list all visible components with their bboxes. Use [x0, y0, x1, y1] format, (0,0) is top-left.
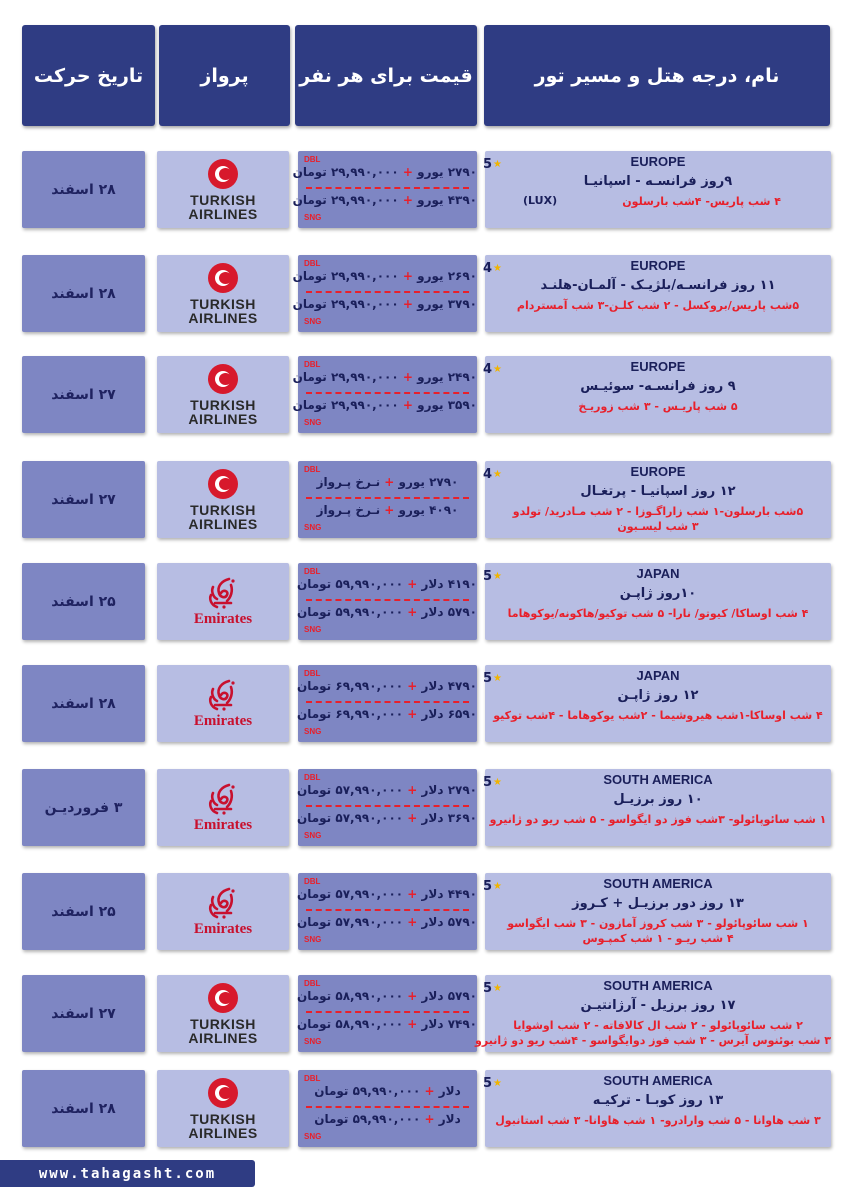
sng-price — [298, 503, 477, 517]
dbl-amount: ۲۴۹۰ یورو — [417, 370, 477, 384]
divider — [306, 392, 469, 394]
dbl-extra: ۲۹,۹۹۰,۰۰۰ تومان — [292, 370, 399, 384]
tour-region: EUROPE — [630, 464, 686, 479]
star-icon: ★ — [493, 881, 502, 892]
sng-extra: ۶۹,۹۹۰,۰۰۰ تومان — [296, 707, 404, 721]
plus-icon: + — [398, 269, 418, 283]
tour-title: ۱۳ روز دور برزیـل + کـروز — [572, 896, 744, 911]
dbl-extra: ۵۹,۹۹۰,۰۰۰ تومان — [296, 577, 404, 591]
price-cell — [298, 769, 477, 846]
sng-amount: ۵۷۹۰ دلار — [421, 915, 477, 929]
sng-amount: دلار — [438, 1112, 461, 1126]
departure-date: ۲۷ اسفند — [22, 975, 145, 1052]
airline-name: Emirates — [193, 712, 253, 729]
sng-price — [298, 1112, 477, 1126]
star-icon: ★ — [493, 364, 502, 375]
plus-icon: + — [403, 605, 422, 619]
sng-amount: ۳۵۹۰ یورو — [417, 398, 477, 412]
rating-value: 4 — [482, 467, 493, 482]
sng-extra: ۲۹,۹۹۰,۰۰۰ تومان — [292, 297, 399, 311]
header-tour: نام، درجه هتل و مسیر تور — [484, 25, 830, 126]
tour-info[interactable] — [482, 769, 831, 846]
price-cell — [298, 975, 477, 1052]
sng-amount: ۵۷۹۰ دلار — [421, 605, 477, 619]
airline-name-line1: TURKISH — [190, 295, 256, 312]
sng-price — [292, 297, 477, 311]
emirates-calligraphy-icon — [203, 887, 243, 921]
star-icon: ★ — [493, 673, 502, 684]
airline-name-line1: TURKISH — [190, 396, 256, 413]
dbl-amount: ۲۶۹۰ یورو — [417, 269, 477, 283]
rating-value: 5 — [482, 981, 493, 996]
tour-region: JAPAN — [636, 566, 680, 581]
plus-icon: + — [403, 1017, 422, 1031]
tour-itinerary: ۱ شب سائوپائولو- ۳شب فوز دو ایگواسو - ۵ شب ریو دو ژانیرو — [489, 813, 827, 826]
divider — [306, 1106, 469, 1108]
tour-itinerary: ۴ شب پاریس- ۴شب بارسلون — [622, 195, 781, 208]
tour-itinerary: ۳ شب هاوانا - ۵ شب وارادرو- ۱ شب هاوانا- ۳ شب استانبول — [495, 1114, 821, 1127]
departure-date: ۲۸ اسفند — [22, 665, 145, 742]
plus-icon: + — [398, 398, 418, 412]
sng-tag: SNG — [304, 1132, 322, 1141]
rating-value: 4 — [482, 362, 493, 377]
dbl-extra: ۶۹,۹۹۰,۰۰۰ تومان — [296, 679, 404, 693]
price-cell — [298, 665, 477, 742]
tour-info[interactable] — [482, 461, 831, 538]
dbl-amount: ۴۱۹۰ دلار — [421, 577, 477, 591]
hotel-class-label: (LUX) — [523, 194, 558, 207]
tour-info[interactable] — [482, 356, 831, 433]
turkish-airlines-icon — [208, 364, 238, 394]
price-cell — [298, 461, 477, 538]
dbl-price — [298, 679, 477, 693]
dbl-tag: DBL — [304, 155, 321, 164]
dbl-amount: ۴۷۹۰ دلار — [421, 679, 477, 693]
dbl-extra: ۵۸,۹۹۰,۰۰۰ تومان — [296, 989, 404, 1003]
sng-amount: ۷۴۹۰ دلار — [421, 1017, 477, 1031]
sng-tag: SNG — [304, 523, 322, 532]
tour-info[interactable] — [475, 975, 831, 1052]
dbl-tag: DBL — [304, 259, 321, 268]
plus-icon: + — [403, 811, 422, 825]
website-footer[interactable]: www.tahagasht.com — [0, 1160, 255, 1187]
dbl-price — [298, 783, 477, 797]
dbl-price — [298, 1084, 477, 1098]
airline-name-line2: AIRLINES — [188, 309, 258, 326]
tour-region: SOUTH AMERICA — [603, 978, 713, 993]
tour-region: JAPAN — [636, 668, 680, 683]
sng-extra: ۲۹,۹۹۰,۰۰۰ تومان — [292, 398, 399, 412]
tour-itinerary: ۵شب پاریس/بروکسل - ۲ شب کلـن-۳ شب آمستردام — [516, 299, 800, 312]
sng-extra: ۲۹,۹۹۰,۰۰۰ تومان — [292, 193, 399, 207]
plus-icon: + — [403, 577, 422, 591]
dbl-extra: نـرخ پـرواز — [316, 475, 381, 489]
dbl-price — [292, 165, 477, 179]
rating-value: 5 — [482, 569, 493, 584]
airline-name-line2: AIRLINES — [188, 205, 258, 222]
airline-name: Emirates — [193, 920, 253, 937]
dbl-price — [298, 475, 477, 489]
turkish-airlines-icon — [208, 1078, 238, 1108]
divider — [306, 909, 469, 911]
divider — [306, 187, 469, 189]
turkish-airlines-icon — [208, 159, 238, 189]
plus-icon: + — [398, 165, 418, 179]
plus-icon: + — [403, 915, 422, 929]
tour-itinerary: ۴ شب اوساکا/ کیوتو/ نارا- ۵ شب توکیو/هاکونه/یوکوهاما — [507, 607, 809, 620]
tour-region: SOUTH AMERICA — [603, 772, 713, 787]
dbl-amount: ۲۷۹۰ یورو — [398, 475, 459, 489]
price-cell — [298, 873, 477, 950]
departure-date: ۳ فروردیـن — [22, 769, 145, 846]
sng-extra: ۵۸,۹۹۰,۰۰۰ تومان — [296, 1017, 404, 1031]
price-cell — [292, 356, 477, 433]
dbl-extra: ۵۷,۹۹۰,۰۰۰ تومان — [296, 783, 404, 797]
airline-name-line2: AIRLINES — [188, 515, 258, 532]
dbl-tag: DBL — [304, 979, 321, 988]
tour-title: ۱۷ روز برزیل - آرژانتیـن — [580, 998, 736, 1013]
divider — [306, 1011, 469, 1013]
tour-title: ۱۲ روز اسپانیـا - پرتغـال — [580, 484, 736, 499]
tour-title: ۹روز فرانسـه - اسپانیـا — [583, 174, 733, 189]
header-flight: پرواز — [159, 25, 290, 126]
tour-info[interactable] — [482, 563, 831, 640]
turkish-airlines-icon — [208, 469, 238, 499]
airline-name-line2: AIRLINES — [188, 1029, 258, 1046]
dbl-extra: ۲۹,۹۹۰,۰۰۰ تومان — [292, 269, 399, 283]
tour-region: EUROPE — [630, 154, 686, 169]
turkish-airlines-logo — [157, 461, 289, 538]
plus-icon: + — [398, 370, 418, 384]
emirates-logo — [157, 563, 289, 640]
dbl-extra: ۲۹,۹۹۰,۰۰۰ تومان — [292, 165, 399, 179]
emirates-logo — [157, 769, 289, 846]
sng-tag: SNG — [304, 625, 322, 634]
dbl-tag: DBL — [304, 1074, 321, 1083]
plus-icon: + — [403, 707, 422, 721]
rating-value: 5 — [482, 1076, 493, 1091]
tour-info[interactable] — [482, 665, 831, 742]
turkish-airlines-logo — [157, 255, 289, 332]
sng-tag: SNG — [304, 213, 322, 222]
sng-extra: نـرخ پـرواز — [316, 503, 381, 517]
dbl-amount: ۲۷۹۰ دلار — [421, 783, 477, 797]
tour-region: EUROPE — [630, 359, 686, 374]
tour-region: SOUTH AMERICA — [603, 1073, 713, 1088]
sng-price — [298, 915, 477, 929]
dbl-tag: DBL — [304, 360, 321, 369]
emirates-logo — [157, 873, 289, 950]
dbl-tag: DBL — [304, 669, 321, 678]
tour-itinerary: ۳ شب بوئنوس آیرس - ۳ شب فوز دوایگواسو - ۴شب ریو دو ژانیرو — [475, 1034, 831, 1047]
airline-name-line2: AIRLINES — [188, 410, 258, 427]
star-icon: ★ — [493, 159, 502, 170]
dbl-amount: ۲۷۹۰ یورو — [417, 165, 477, 179]
dbl-tag: DBL — [304, 465, 321, 474]
dbl-price — [298, 887, 477, 901]
rating-value: 5 — [482, 775, 493, 790]
sng-amount: ۶۵۹۰ دلار — [421, 707, 477, 721]
tour-info[interactable] — [482, 255, 831, 332]
tour-info[interactable] — [482, 873, 831, 950]
sng-tag: SNG — [304, 418, 322, 427]
turkish-airlines-logo — [157, 1070, 289, 1147]
tour-itinerary: ۵ شب پاریـس - ۳ شب زوریـخ — [578, 400, 738, 413]
divider — [306, 599, 469, 601]
tour-region: SOUTH AMERICA — [603, 876, 713, 891]
plus-icon: + — [398, 297, 418, 311]
turkish-airlines-logo — [157, 356, 289, 433]
dbl-price — [298, 577, 477, 591]
airline-name: Emirates — [193, 610, 253, 627]
tour-itinerary: ۴ شب ریـو - ۱ شب کمپـوس — [582, 932, 734, 945]
tour-itinerary: ۱ شب سائوپائولو - ۳ شب کروز آمازون - ۳ شب ایگواسو — [507, 917, 809, 930]
star-icon: ★ — [493, 571, 502, 582]
turkish-airlines-logo — [157, 975, 289, 1052]
sng-amount: ۳۷۹۰ یورو — [417, 297, 477, 311]
dbl-amount: ۴۴۹۰ دلار — [421, 887, 477, 901]
emirates-calligraphy-icon — [203, 783, 243, 817]
departure-date: ۲۸ اسفند — [22, 151, 145, 228]
star-icon: ★ — [493, 263, 502, 274]
airline-name-line1: TURKISH — [190, 1110, 256, 1127]
plus-icon: + — [380, 503, 399, 517]
airline-name-line1: TURKISH — [190, 191, 256, 208]
price-cell — [298, 1070, 477, 1147]
sng-amount: ۴۰۹۰ یورو — [398, 503, 459, 517]
plus-icon: + — [420, 1112, 439, 1126]
plus-icon: + — [398, 193, 418, 207]
header-price: قیمت برای هر نفر — [295, 25, 477, 126]
star-icon: ★ — [493, 469, 502, 480]
dbl-amount: دلار — [438, 1084, 461, 1098]
plus-icon: + — [420, 1084, 439, 1098]
header-date: تاریخ حرکت — [22, 25, 155, 126]
sng-tag: SNG — [304, 831, 322, 840]
divider — [306, 497, 469, 499]
dbl-tag: DBL — [304, 877, 321, 886]
rating-value: 5 — [482, 671, 493, 686]
dbl-tag: DBL — [304, 567, 321, 576]
sng-price — [292, 193, 477, 207]
departure-date: ۲۵ اسفند — [22, 563, 145, 640]
plus-icon: + — [403, 887, 422, 901]
sng-extra: ۵۷,۹۹۰,۰۰۰ تومان — [296, 811, 404, 825]
tour-title: ۱۰ روز برزیـل — [613, 792, 703, 807]
dbl-price — [292, 370, 477, 384]
sng-tag: SNG — [304, 935, 322, 944]
plus-icon: + — [403, 679, 422, 693]
plus-icon: + — [403, 783, 422, 797]
sng-price — [298, 605, 477, 619]
sng-amount: ۴۳۹۰ یورو — [417, 193, 477, 207]
divider — [306, 701, 469, 703]
emirates-logo — [157, 665, 289, 742]
turkish-airlines-icon — [208, 263, 238, 293]
star-icon: ★ — [493, 983, 502, 994]
dbl-amount: ۵۷۹۰ دلار — [421, 989, 477, 1003]
emirates-calligraphy-icon — [203, 679, 243, 713]
departure-date: ۲۸ اسفند — [22, 1070, 145, 1147]
tour-title: ۱۰روز ژاپـن — [619, 586, 697, 601]
airline-name: Emirates — [193, 816, 253, 833]
sng-price — [298, 811, 477, 825]
sng-tag: SNG — [304, 727, 322, 736]
tour-title: ۹ روز فرانسـه- سوئیـس — [580, 379, 736, 394]
sng-price — [298, 1017, 477, 1031]
price-cell — [298, 563, 477, 640]
tour-itinerary: ۳ شب لیسـبون — [617, 520, 699, 533]
sng-extra: ۵۷,۹۹۰,۰۰۰ تومان — [296, 915, 404, 929]
departure-date: ۲۵ اسفند — [22, 873, 145, 950]
tour-info[interactable] — [482, 151, 831, 228]
airline-name-line1: TURKISH — [190, 501, 256, 518]
airline-name-line1: TURKISH — [190, 1015, 256, 1032]
tour-itinerary: ۲ شب سائوپائولو - ۲ شب ال کالافاته - ۲ شب اوشوایا — [513, 1019, 803, 1032]
rating-value: 5 — [482, 157, 493, 172]
plus-icon: + — [380, 475, 399, 489]
turkish-airlines-logo — [157, 151, 289, 228]
turkish-airlines-icon — [208, 983, 238, 1013]
sng-tag: SNG — [304, 1037, 322, 1046]
tour-title: ۱۱ روز فرانسـه/بلژیـک - آلمـان-هلنـد — [540, 278, 776, 293]
tour-title: ۱۳ روز کوبـا - ترکیـه — [592, 1093, 724, 1108]
dbl-tag: DBL — [304, 773, 321, 782]
star-icon: ★ — [493, 777, 502, 788]
sng-price — [292, 398, 477, 412]
tour-title: ۱۲ روز ژاپـن — [617, 688, 699, 703]
dbl-price — [292, 269, 477, 283]
tour-region: EUROPE — [630, 258, 686, 273]
airline-name-line2: AIRLINES — [188, 1124, 258, 1141]
tour-itinerary: ۵شب بارسلون-۱ شب زاراگـوزا - ۲ شب مـادرید/ تولدو — [512, 505, 804, 518]
tour-itinerary: ۴ شب اوساکا-۱شب هیروشیما - ۲شب یوکوهاما - ۴شب توکیو — [493, 709, 823, 722]
divider — [306, 805, 469, 807]
price-cell — [292, 255, 477, 332]
tour-info[interactable] — [482, 1070, 831, 1147]
plus-icon: + — [403, 989, 422, 1003]
departure-date: ۲۷ اسفند — [22, 356, 145, 433]
dbl-price — [298, 989, 477, 1003]
sng-tag: SNG — [304, 317, 322, 326]
sng-extra: ۵۹,۹۹۰,۰۰۰ تومان — [296, 605, 404, 619]
divider — [306, 291, 469, 293]
price-cell — [292, 151, 477, 228]
emirates-calligraphy-icon — [203, 577, 243, 611]
rating-value: 4 — [482, 261, 493, 276]
dbl-extra: ۵۷,۹۹۰,۰۰۰ تومان — [296, 887, 404, 901]
star-icon: ★ — [493, 1078, 502, 1089]
departure-date: ۲۸ اسفند — [22, 255, 145, 332]
sng-amount: ۳۶۹۰ دلار — [421, 811, 477, 825]
sng-price — [298, 707, 477, 721]
rating-value: 5 — [482, 879, 493, 894]
dbl-extra: ۵۹,۹۹۰,۰۰۰ تومان — [314, 1084, 421, 1098]
sng-extra: ۵۹,۹۹۰,۰۰۰ تومان — [314, 1112, 421, 1126]
departure-date: ۲۷ اسفند — [22, 461, 145, 538]
